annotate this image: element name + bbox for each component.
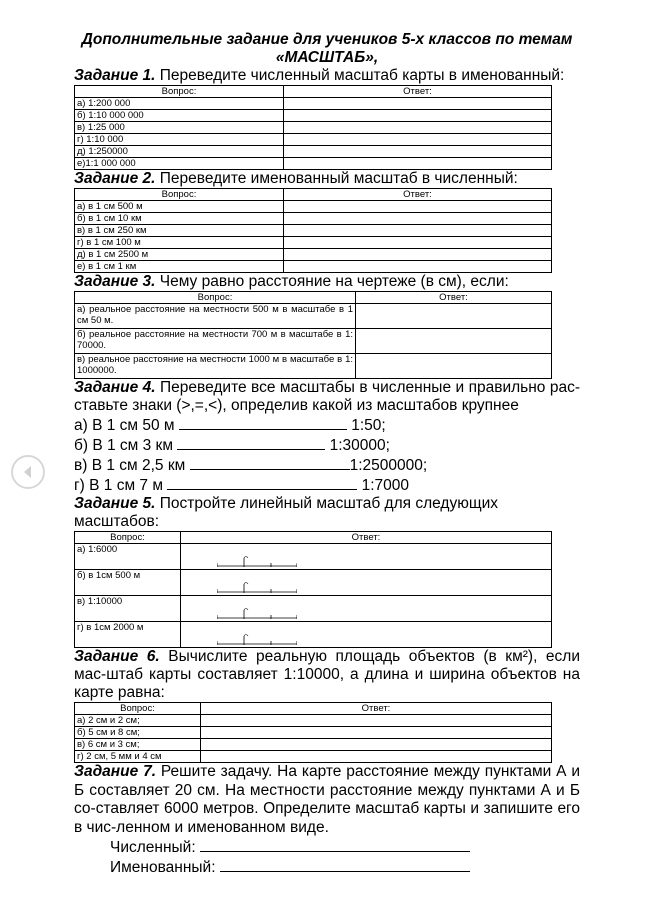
previous-page-button[interactable] [11,455,45,489]
numeric-answer-field[interactable] [200,837,470,852]
named-answer-field[interactable] [220,857,470,872]
task4-row-c: в) В 1 см 2,5 км 1:2500000; [74,457,428,474]
table-row: в) 1:25 000 [75,122,552,134]
blank-field[interactable] [167,475,357,490]
table-row: а) в 1 см 500 м [75,201,552,213]
task4-row-d: г) В 1 см 7 м 1:7000 [74,477,410,494]
task2-heading [74,170,580,188]
blank-field[interactable] [177,435,325,450]
table-row: а) 1:200 000 [75,98,552,110]
table-row: б) в 1 см 10 км [75,213,552,225]
table-row: е)1:1 000 000 [75,158,552,170]
answer-cell[interactable] [356,329,552,354]
task4-text: Переведите все масштабы в численные и правильно рас-ставьте знаки (>,=,<), определив какой из масштабов крупнее [74,379,580,414]
table-row: г) в 1 см 100 м [75,237,552,249]
answer-cell[interactable] [201,751,552,763]
linear-scale-drawing [217,633,297,645]
task5-label: Задание 5. [74,495,156,512]
table-row: г) в 1см 2000 м [75,622,552,648]
question-header: Вопрос: [75,532,181,544]
task3-text: Чему равно расстояние на чертеже (в см), если: [155,273,509,290]
question-header: Вопрос: [75,189,284,201]
table-row: б) в 1см 500 м [75,570,552,596]
task2-label: Задание 2. [74,170,156,187]
answer-cell[interactable] [284,225,552,237]
answer-cell[interactable] [284,201,552,213]
answer-cell[interactable] [284,134,552,146]
answer-cell[interactable] [356,354,552,379]
table-row: а) 1:6000 [75,544,552,570]
task2-table [74,188,552,273]
task3-heading [74,273,580,291]
answer-cell[interactable] [356,304,552,329]
table-row: е) в 1 см 1 км [75,261,552,273]
task4-label: Задание 4. [74,379,156,396]
task6-table [74,702,552,763]
answer-cell[interactable] [284,249,552,261]
answer-cell[interactable] [201,739,552,751]
table-row: б) реальное расстояние на местности 700 м в масштабе в 1: 70000. [75,329,552,354]
answer-cell[interactable] [284,122,552,134]
table-row: в) в 1 см 250 км [75,225,552,237]
table-row: а) 2 см и 2 см; [75,715,552,727]
task4-heading [74,379,580,415]
chevron-left-icon [21,465,35,479]
table-row: г) 1:10 000 [75,134,552,146]
table-row: в) 1:10000 [75,596,552,622]
answer-header: Ответ: [181,532,552,544]
task7-heading [74,763,580,837]
task3-table [74,291,552,379]
table-row: б) 1:10 000 000 [75,110,552,122]
blank-field[interactable] [179,415,347,430]
title-line-1: Дополнительные задание для учеников 5-х классов по темам [81,31,573,48]
blank-field[interactable] [190,455,350,470]
named-answer-line: Именованный: [110,857,580,877]
task1-label: Задание 1. [74,67,156,84]
answer-cell[interactable] [284,213,552,225]
task1-text: Переведите численный масштаб карты в именованный: [155,67,565,84]
task6-label: Задание 6. [74,648,160,665]
answer-cell[interactable] [284,261,552,273]
task1-table [74,85,552,170]
answer-header: Ответ: [284,189,552,201]
answer-cell[interactable] [284,146,552,158]
task5-table [74,531,552,648]
answer-cell[interactable] [284,237,552,249]
task5-heading [74,495,580,531]
answer-cell[interactable] [284,98,552,110]
task6-text: Вычислите реальную площадь объектов (в км²), если мас-штаб карты составляет 1:10000, а длина и ширина объектов на карте равна: [74,648,580,701]
worksheet [74,31,580,877]
numeric-answer-line: Численный: [110,837,580,857]
answer-cell[interactable] [284,110,552,122]
answer-header: Ответ: [356,292,552,304]
answer-cell[interactable] [201,715,552,727]
task7-text: Решите задачу. На карте расстояние между пунктами А и Б составляет 20 см. На местности расстояние между пунктами А и Б со-ставляет 6000 метров. Определите масштаб карты и запишите его в чис-ленном и именованном виде. [74,763,581,836]
question-header: Вопрос: [75,292,356,304]
task1-heading [74,67,580,85]
table-row: в) реальное расстояние на местности 1000 м в масштабе в 1: 1000000. [75,354,552,379]
task5-text: Постройте линейный масштаб для следующих масштабов: [74,495,498,530]
task4-row-b: б) В 1 см 3 км 1:30000; [74,437,390,454]
answer-cell[interactable] [181,596,552,622]
table-row: в) 6 см и 3 см; [75,739,552,751]
linear-scale-drawing [217,555,297,567]
answer-cell[interactable] [181,544,552,570]
task3-label: Задание 3. [74,273,156,290]
answer-header: Ответ: [201,703,552,715]
table-row: а) реальное расстояние на местности 500 м в масштабе в 1 см 50 м. [75,304,552,329]
task2-text: Переведите именованный масштаб в численный: [155,170,518,187]
table-row: д) в 1 см 2500 м [75,249,552,261]
table-row: г) 2 см, 5 мм и 4 см [75,751,552,763]
linear-scale-drawing [217,607,297,619]
answer-cell[interactable] [181,622,552,648]
linear-scale-drawing [217,581,297,593]
question-header: Вопрос: [75,86,284,98]
answer-cell[interactable] [201,727,552,739]
question-header: Вопрос: [75,703,201,715]
answer-cell[interactable] [181,570,552,596]
table-row: д) 1:250000 [75,146,552,158]
task4-row-a: а) В 1 см 50 м 1:50; [74,417,386,434]
table-row: б) 5 см и 8 см; [75,727,552,739]
title-line-2: «МАСШТАБ», [275,49,379,66]
answer-header: Ответ: [284,86,552,98]
task6-heading [74,648,580,702]
answer-cell[interactable] [284,158,552,170]
task7-label: Задание 7. [74,763,157,780]
